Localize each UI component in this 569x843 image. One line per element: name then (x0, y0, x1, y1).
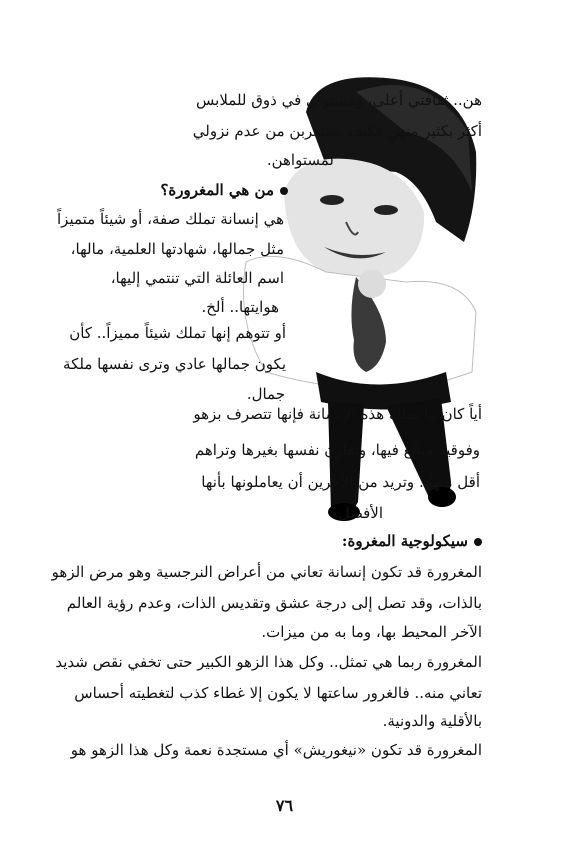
heading-text: سيكولوجية المغروة: (341, 532, 468, 550)
text-line: تعاني منه.. فالغرور ساعتها لا يكون إلا غطاء كذب لتغطيته أحساس (74, 684, 482, 702)
text-line: يكون جمالها عادي وترى نفسها ملكة (63, 355, 286, 373)
text-line: أقل منها.. وتريد من الآخرين أن يعاملونها بأنها (201, 473, 480, 491)
bullet-icon (474, 538, 482, 546)
text-line: جمال. (246, 385, 285, 403)
text-line: الأفضل. (333, 504, 383, 522)
text-line: بالذات، وقد تصل إلى درجة عشق وتقديس الذات، وعدم رؤية العالم (66, 594, 482, 612)
text-line: هن.. ثقافتي أعلى، ومستواي في ذوق للملابس (196, 91, 482, 109)
text-line: بالأقلية والدونية. (382, 712, 482, 730)
text-line: أياً كان ما تملك هذه الإنسانة فإنها تتصرف بزهو (193, 405, 482, 423)
text-line: مثل جمالها، شهادتها العلمية، مالها، (70, 240, 284, 258)
text-line: هوايتها.. ألخ. (201, 298, 279, 316)
text-line: هي إنسانة تملك صفة، أو شيئاً متميزاً (57, 210, 284, 228)
heading-text: من هي المغرورة؟ (160, 181, 274, 199)
page-number: ٧٦ (275, 796, 294, 815)
bullet-icon (280, 187, 288, 195)
text-line: المغرورة ربما هي تمثل.. وكل هذا الزهو الكبير حتى تخفي نقص شديد (55, 653, 482, 671)
text-line: اسم العائلة التي تنتمي إليها، (110, 269, 284, 287)
section-heading (160, 180, 288, 200)
text-line: المغرورة قد تكون إنسانة تعاني من أعراض النرجسية وهو مرض الزهو (51, 563, 482, 581)
text-line: وفوقية مبالغ فيها، وتقارن نفسها بغيرها وتراهم (194, 441, 480, 459)
section-heading (342, 531, 482, 551)
text-line: الآخر المحيط بها، وما به من ميزات. (261, 623, 482, 641)
text-line: لمستواهن. (266, 151, 334, 169)
text-line: المغرورة قد تكون «نيغوريش» أي مستجدة نعمة وكل هذا الزهو هو (70, 741, 482, 759)
text-line: أكثر بكثير منهن فكيف يستغربن من عدم نزولي (192, 122, 482, 140)
text-line: أو تتوهم إنها تملك شيئاً مميزاً.. كأن (69, 324, 286, 342)
